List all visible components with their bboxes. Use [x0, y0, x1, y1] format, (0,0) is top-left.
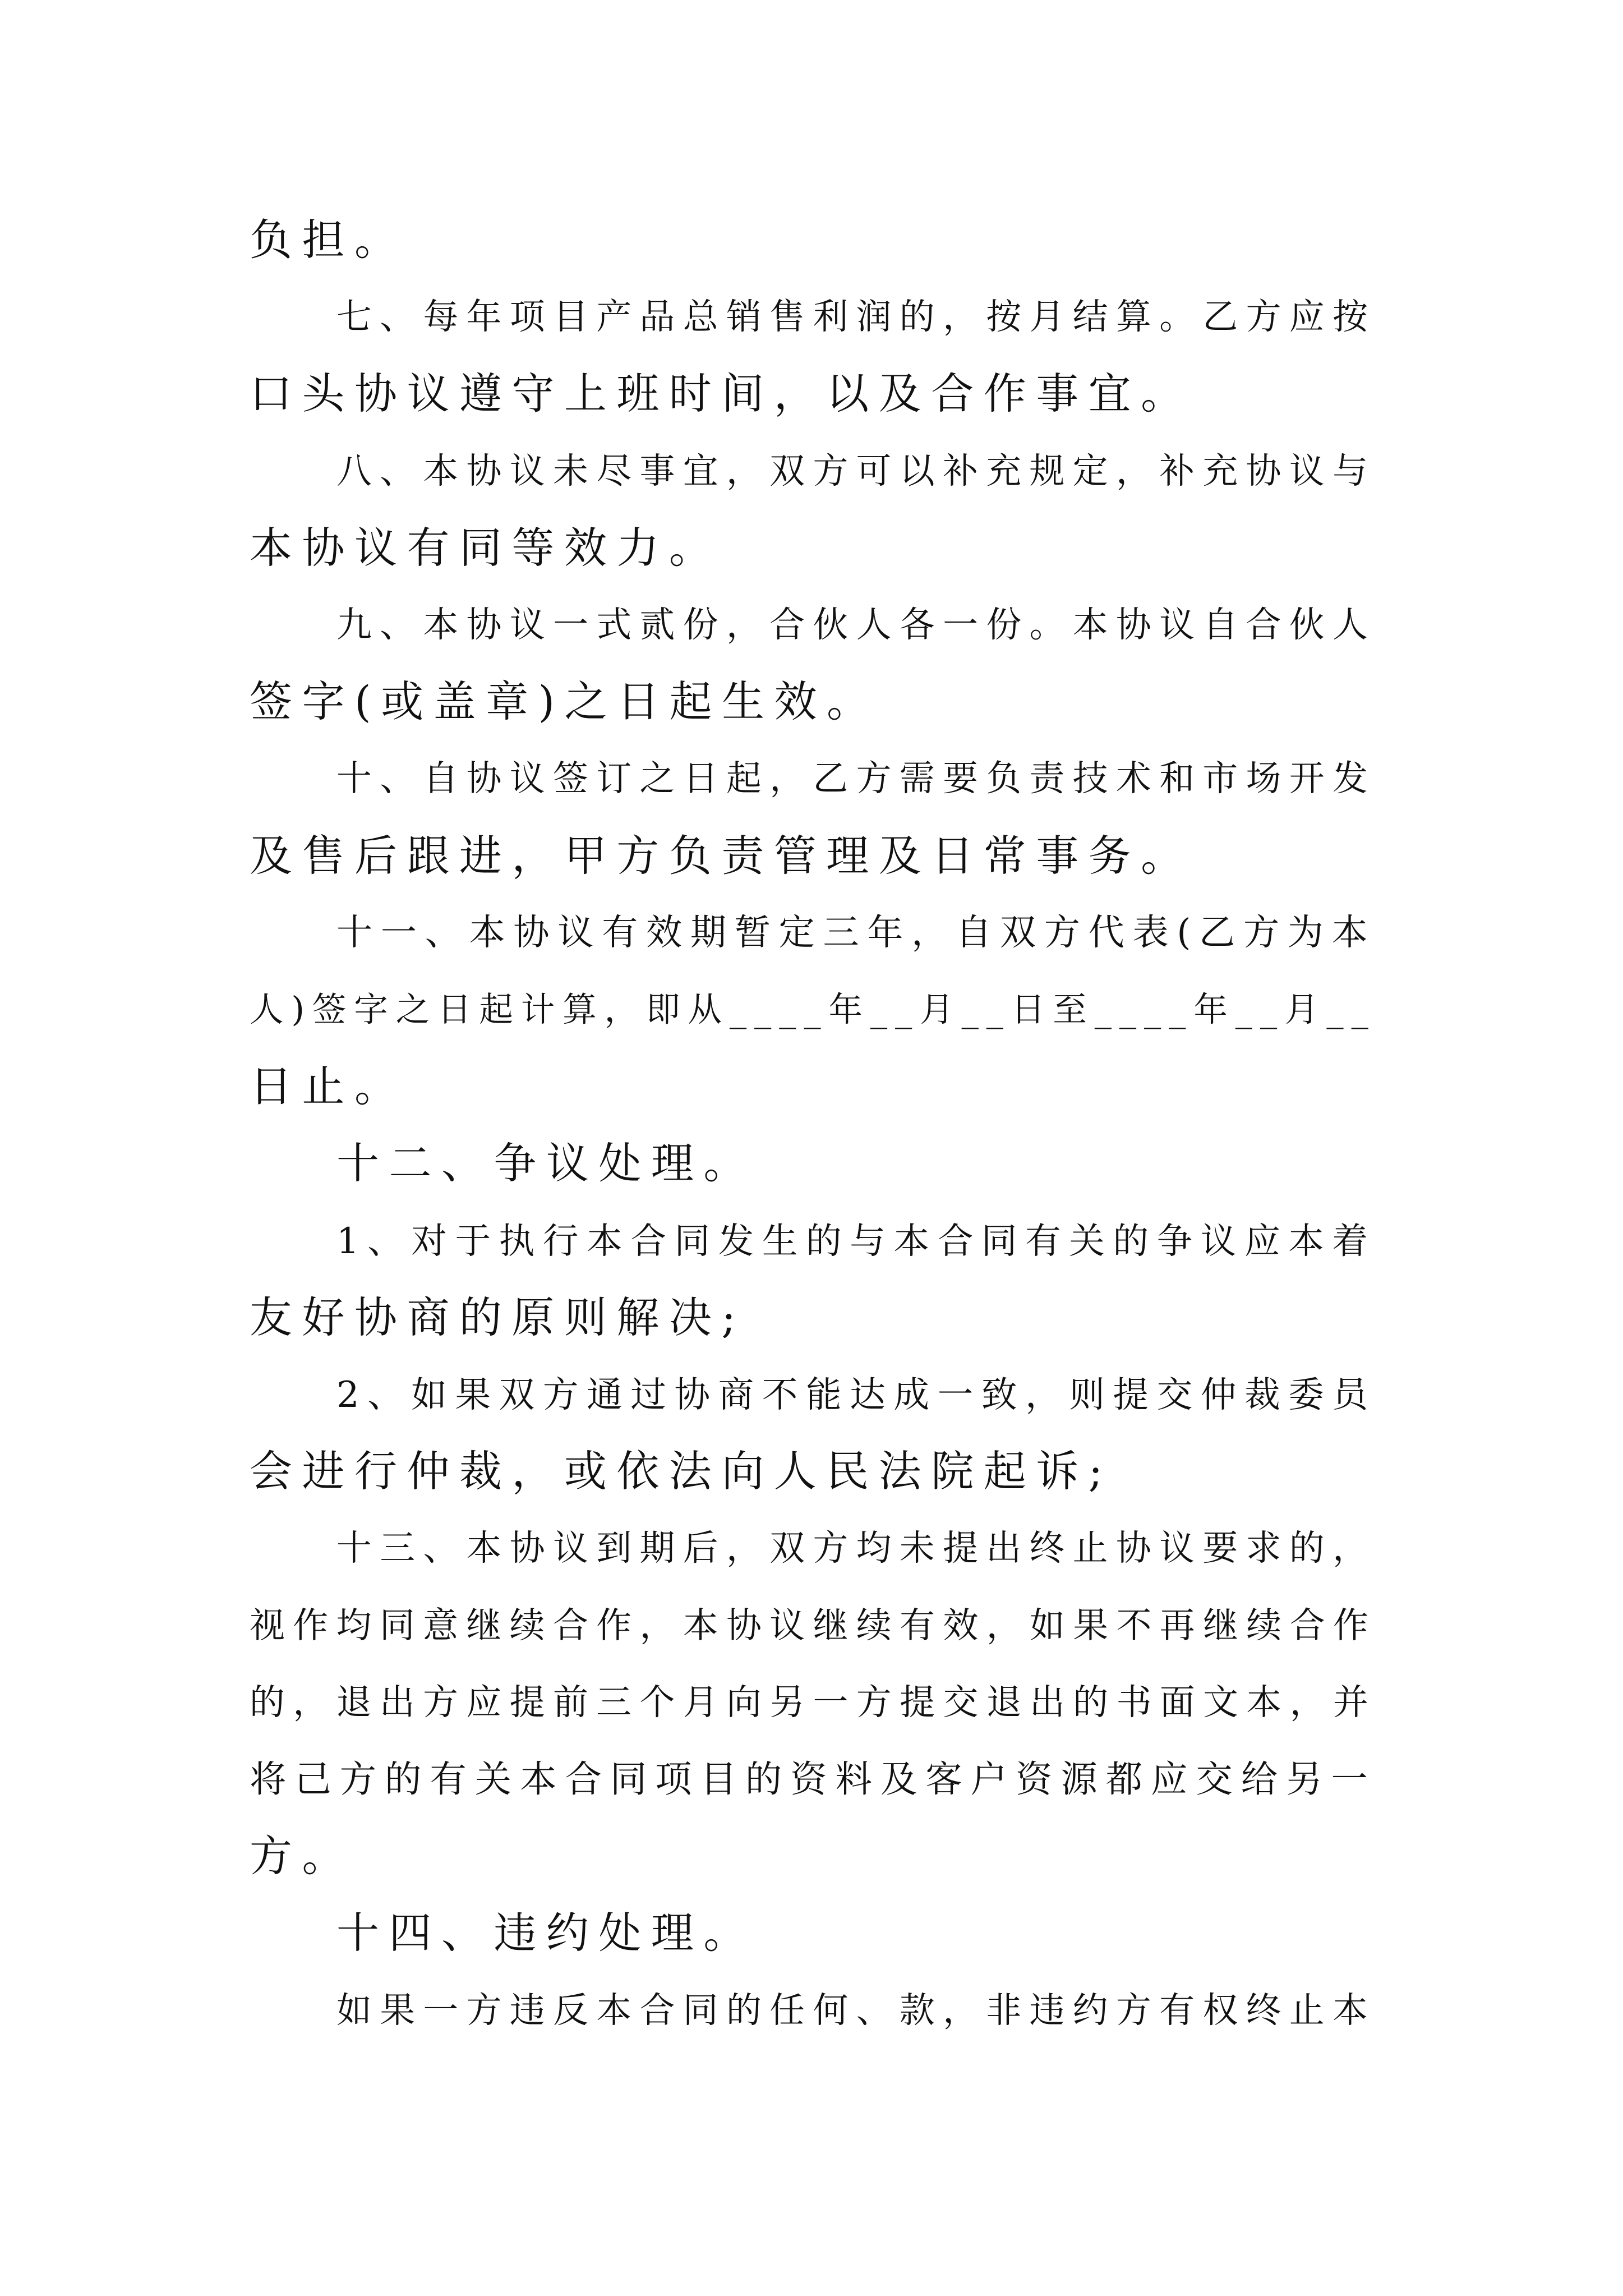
text-line: 本协议有同等效力。: [250, 523, 722, 573]
text-line: 会进行仲裁，或依法向人民法院起诉;: [250, 1446, 1113, 1496]
text-line: 2、如果双方通过协商不能达成一致，则提交仲裁委员: [336, 1374, 1376, 1415]
text-line: 1、对于执行本合同发生的与本合同有关的争议应本着: [336, 1220, 1376, 1262]
text-line: 十二、争议处理。: [336, 1138, 756, 1188]
text-line: 十四、违约处理。: [336, 1908, 756, 1958]
text-line: 的，退出方应提前三个月向另一方提交退出的书面文本，并: [250, 1682, 1377, 1723]
text-line: 七、每年项目产品总销售利润的，按月结算。乙方应按: [336, 296, 1376, 337]
text-line: 视作均同意继续合作，本协议继续有效，如果不再继续合作: [250, 1605, 1377, 1646]
text-line: 九、本协议一式贰份，合伙人各一份。本协议自合伙人: [336, 604, 1376, 645]
text-line: 十一、本协议有效期暂定三年，自双方代表(乙方为本: [336, 912, 1376, 954]
text-line: 八、本协议未尽事宜，双方可以补充规定，补充协议与: [336, 450, 1376, 491]
text-line: 将己方的有关本合同项目的资料及客户资源都应交给另一: [250, 1758, 1376, 1801]
text-line: 负担。: [250, 215, 407, 265]
text-line: 如果一方违反本合同的任何、款，非违约方有权终止本: [336, 1990, 1376, 2031]
text-line: 日止。: [250, 1061, 407, 1111]
text-line: 及售后跟进，甲方负责管理及日常事务。: [250, 831, 1193, 881]
text-line: 十、自协议签订之日起，乙方需要负责技术和市场开发: [336, 758, 1376, 799]
text-line: 人)签字之日起计算，即从____年__月__日至____年__月__: [250, 990, 1376, 1029]
text-line: 十三、本协议到期后，双方均未提出终止协议要求的，: [336, 1527, 1376, 1568]
text-line: 签字(或盖章)之日起生效。: [250, 677, 879, 726]
text-line: 方。: [250, 1831, 354, 1881]
text-line: 口头协议遵守上班时间，以及合作事宜。: [250, 369, 1193, 418]
text-line: 友好协商的原则解决;: [250, 1292, 746, 1342]
